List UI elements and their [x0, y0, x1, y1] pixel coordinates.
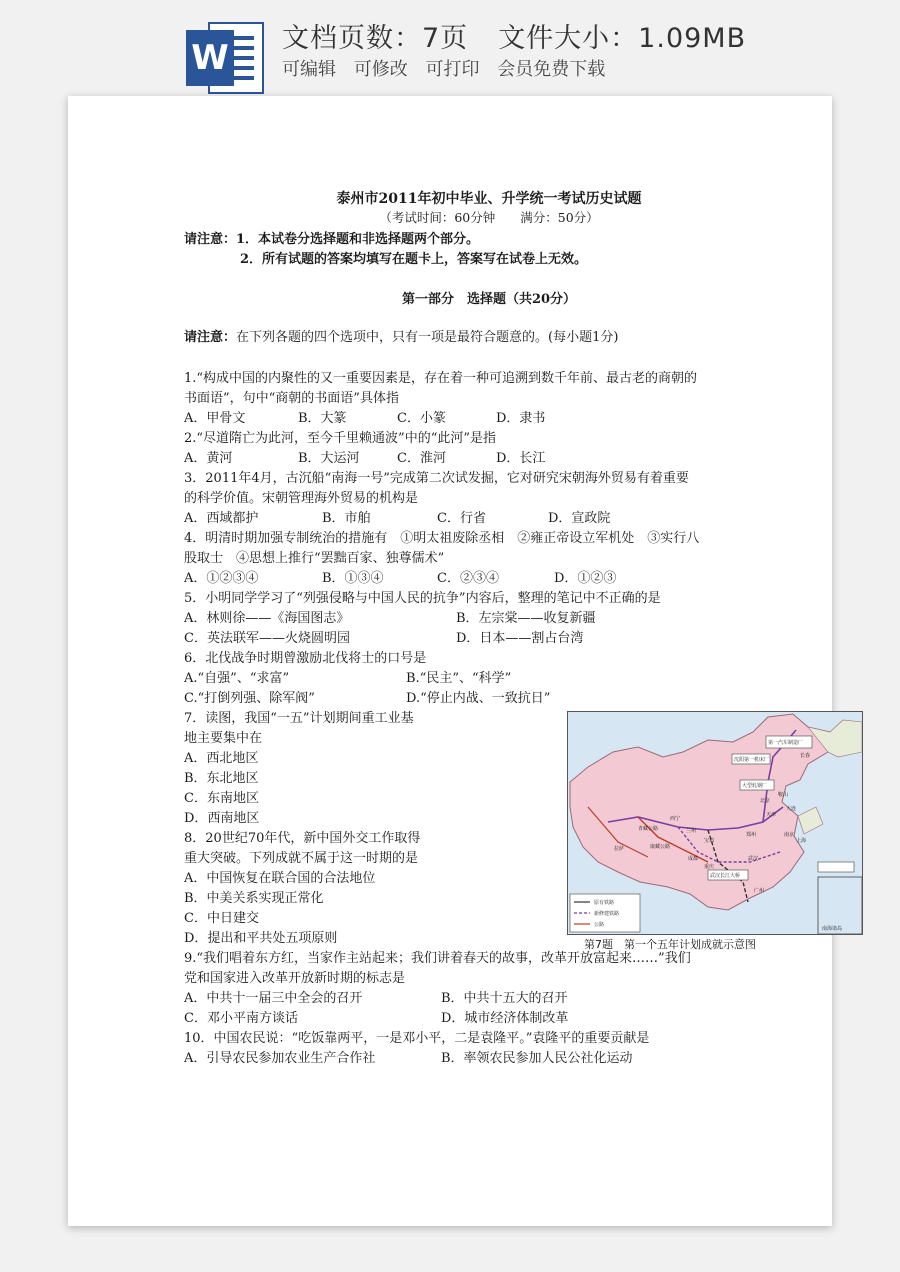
header-banner — [0, 0, 900, 100]
map-label-wuhan: 武汉 — [748, 856, 759, 862]
question-3-line-2: 的科学价值。宋朝管理海外贸易的机构是 — [184, 491, 419, 506]
question-5: 5．小明同学学习了“列强侵略与中国人民的抗争”内容后，整理的笔记中不正确的是 — [184, 591, 661, 606]
question-3-line-1: 3．2011年4月，古沉船“南海一号”完成第二次试发掘，它对研究宋朝海外贸易有着重要 — [184, 471, 689, 486]
map-label-steel: 大型轧钢厂 — [742, 783, 768, 789]
question-2-option-c: C．淮河 — [397, 451, 446, 466]
question-7-line-2: 地主要集中在 — [184, 731, 263, 746]
question-1-option-c: C．小篆 — [397, 411, 446, 426]
question-4-line-2: 股取士 ④思想上推行“罢黜百家、独尊儒术” — [184, 551, 445, 566]
exam-subtitle: （考试时间：60分钟 满分：50分） — [379, 210, 599, 225]
word-document-icon — [186, 22, 266, 96]
question-1-option-d: D．隶书 — [496, 411, 546, 426]
map-label-baoji: 宝鸡 — [704, 838, 715, 844]
question-9-option-b: B．中共十五大的召开 — [441, 991, 568, 1006]
word-letter-badge: W — [186, 30, 234, 86]
question-7-option-c: C．东南地区 — [184, 791, 259, 806]
map-label-lhasa: 拉萨 — [614, 846, 625, 852]
map-label-chongqing: 重庆 — [704, 864, 715, 870]
question-9-line-2: 党和国家进入改革开放新时期的标志是 — [184, 971, 406, 986]
question-5-option-a: A．林则徐——《海国图志》 — [184, 611, 350, 626]
section-title: 第一部分 选择题（共20分） — [401, 292, 577, 307]
question-10-option-a: A．引导农民参加农业生产合作社 — [184, 1051, 376, 1066]
map-label-south-sea: 南海诸岛 — [822, 926, 843, 932]
question-2-option-a: A．黄河 — [184, 451, 233, 466]
map-label-shenyang: 沈阳第一机床厂 — [734, 757, 770, 763]
question-7-option-a: A．西北地区 — [184, 751, 259, 766]
question-6-option-b: B.“民主”、“科学” — [406, 671, 512, 686]
map-label-nanjing: 南京 — [784, 832, 795, 838]
question-3-option-d: D．宣政院 — [548, 511, 611, 526]
question-4-option-d: D．①②③ — [554, 571, 617, 586]
question-8-option-d: D．提出和平共处五项原则 — [184, 931, 338, 946]
file-size: 文件大小：1.09MB — [498, 23, 747, 54]
question-8-option-a: A．中国恢复在联合国的合法地位 — [184, 871, 376, 886]
legend-old-railway: 原有铁路 — [594, 900, 615, 906]
question-7-option-b: B．东北地区 — [184, 771, 259, 786]
question-6-option-d: D.“停止内战、一致抗日” — [406, 691, 551, 706]
question-8-line-1: 8．20世纪70年代，新中国外交工作取得 — [184, 831, 421, 846]
map-label-dalian: 大连 — [786, 806, 797, 812]
legend-new-railway: 新修建铁路 — [594, 911, 620, 917]
question-2-option-b: B．大运河 — [298, 451, 360, 466]
question-4-option-a: A．①②③④ — [184, 571, 259, 586]
question-1-line-1: 1.“构成中国的内聚性的又一重要因素是，存在着一种可追溯到数千年前、最古老的商朝的 — [184, 371, 698, 386]
question-7-option-d: D．西南地区 — [184, 811, 260, 826]
question-8-option-b: B．中美关系实现正常化 — [184, 891, 324, 906]
notice-2: 2．所有试题的答案均填写在题卡上，答案写在试卷上无效。 — [240, 252, 588, 267]
question-3-option-a: A．西域都护 — [184, 511, 259, 526]
question-10-option-b: B．率领农民参加人民公社化运动 — [441, 1051, 633, 1066]
map-label-bridge: 武汉长江大桥 — [710, 873, 741, 879]
feature-list — [282, 55, 617, 81]
map-label-changchun: 长春 — [800, 753, 811, 759]
question-4-option-b: B．①③④ — [322, 571, 384, 586]
feature-modifiable: 可修改 — [353, 59, 408, 80]
map-label-kangzang-road: 康藏公路 — [650, 844, 671, 850]
legend-road: 公路 — [594, 922, 605, 928]
china-map-illustration — [568, 712, 862, 934]
question-7-line-1: 7．读图，我国“一五”计划期间重工业基 — [184, 711, 414, 726]
question-5-option-d: D．日本——割占台湾 — [456, 631, 584, 646]
map-label-qinghai-tibet-road: 青藏公路 — [638, 826, 659, 832]
map-label-chengdu: 成都 — [688, 856, 699, 862]
question-6-option-a: A.“自强”、“求富” — [184, 671, 290, 686]
feature-member-download: 会员免费下载 — [497, 59, 606, 80]
question-5-option-b: B．左宗棠——收复新疆 — [456, 611, 596, 626]
notice-1: 请注意：1．本试卷分选择题和非选择题两个部分。 — [184, 232, 480, 247]
question-4-option-c: C．②③④ — [437, 571, 499, 586]
question-8-option-c: C．中日建交 — [184, 911, 259, 926]
question-10: 10．中国农民说：“吃饭靠两平，一是邓小平，二是袁隆平。”袁隆平的重要贡献是 — [184, 1031, 650, 1046]
question-1-option-b: B．大篆 — [298, 411, 347, 426]
map-caption: 第7题 第一个五年计划成就示意图 — [584, 938, 756, 951]
question-9-option-c: C．邓小平南方谈话 — [184, 1011, 298, 1026]
question-9-option-a: A．中共十一届三中全会的召开 — [184, 991, 363, 1006]
map-label-faw: 第一汽车制造厂 — [768, 740, 804, 746]
question-3-option-b: B．市舶 — [322, 511, 371, 526]
map-label-anshan: 鞍山 — [778, 792, 789, 798]
exam-title: 泰州市2011年初中毕业、升学统一考试历史试题 — [336, 191, 642, 207]
question-3-option-c: C．行省 — [437, 511, 486, 526]
question-1-option-a: A．甲骨文 — [184, 411, 246, 426]
map-label-beijing: 北京 — [760, 798, 771, 804]
five-year-plan-map — [567, 711, 863, 935]
question-9-option-d: D．城市经济体制改革 — [441, 1011, 569, 1026]
map-label-tianjin: 天津 — [766, 812, 777, 818]
question-4-line-1: 4．明清时期加强专制统治的措施有 ①明太祖废除丞相 ②雍正帝设立军机处 ③实行八 — [184, 531, 700, 546]
map-label-zhengzhou: 郑州 — [746, 832, 757, 838]
question-2: 2.“尽道隋亡为此河，至今千里赖通波”中的“此河”是指 — [184, 431, 496, 446]
question-6-option-c: C.“打倒列强、除军阀” — [184, 691, 315, 706]
map-label-guangzhou: 广州 — [754, 888, 765, 894]
document-meta — [282, 16, 746, 55]
question-1-line-2: 书面语”，句中“商朝的书面语”具体指 — [184, 391, 399, 406]
map-label-lanzhou: 兰州 — [686, 828, 697, 834]
feature-printable: 可打印 — [425, 59, 480, 80]
question-2-option-d: D．长江 — [496, 451, 546, 466]
instruction: 请注意：在下列各题的四个选项中，只有一项是最符合题意的。(每小题1分) — [184, 330, 619, 345]
feature-editable: 可编辑 — [282, 59, 336, 80]
question-5-option-c: C．英法联军——火烧圆明园 — [184, 631, 350, 646]
question-6: 6．北伐战争时期曾激励北伐将士的口号是 — [184, 651, 427, 666]
document-page — [68, 96, 843, 1226]
map-label-shanghai: 上海 — [796, 838, 807, 844]
question-9-line-1: 9.“我们唱着东方红，当家作主站起来；我们讲着春天的故事，改革开放富起来……”我们 — [184, 951, 691, 966]
map-label-xining: 西宁 — [670, 816, 681, 822]
page-count: 文档页数：7页 — [282, 23, 469, 54]
question-8-line-2: 重大突破。下列成就不属于这一时期的是 — [184, 851, 419, 866]
